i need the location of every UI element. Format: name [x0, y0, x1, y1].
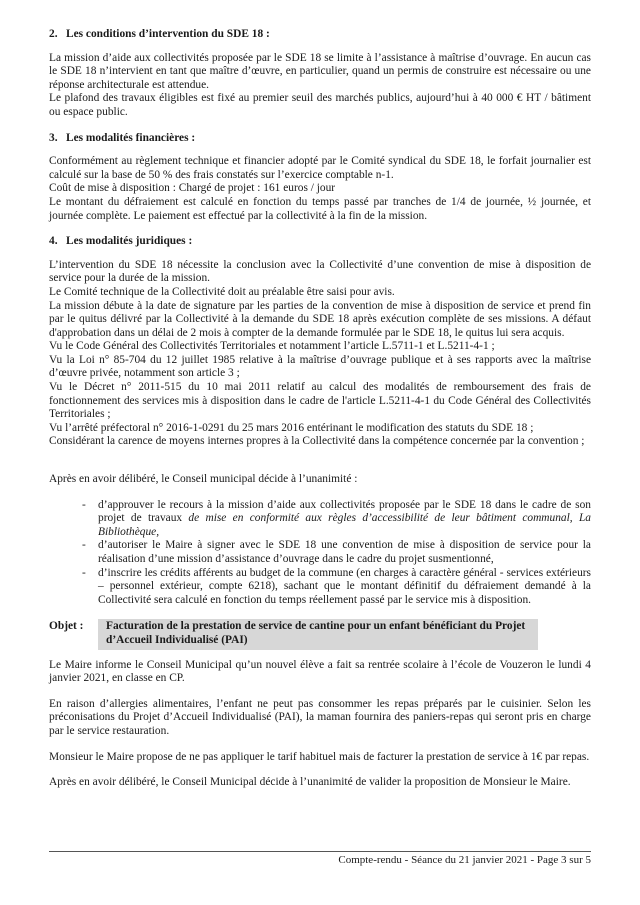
- section-number: 3.: [49, 131, 58, 144]
- dash-bullet: -: [82, 498, 86, 511]
- section-number: 4.: [49, 235, 58, 248]
- paragraph: Considérant la carence de moyens internes propres à la Collectivité dans la compétence concernée par la convention ;: [49, 435, 585, 448]
- objet-heading: [49, 619, 591, 649]
- section-3-heading: [49, 132, 591, 146]
- decision-item: [49, 567, 591, 608]
- paragraph: Le Maire informe le Conseil Municipal qu’un nouvel élève a fait sa rentrée scolaire à l’école de Vouzeron le lundi 4 janvier 2021, en classe en CP.: [49, 658, 591, 685]
- paragraph: Le Comité technique de la Collectivité doit au préalable être saisi pour avis.: [49, 285, 395, 298]
- paragraph: Vu le Code Général des Collectivités Territoriales et notamment l’article L.5711-1 et L.5211-4-1 ;: [49, 340, 495, 353]
- section-3-body: [49, 155, 591, 223]
- page-footer: Compte-rendu - Séance du 21 janvier 2021 - Page 3 sur 5: [338, 854, 591, 866]
- decision-text: d’autoriser le Maire à signer avec le SDE 18 une convention de mise à disposition de service pour la réalisation d’une mission d’assistance d’ouvrage dans le cadre du projet susmentionné,: [98, 539, 591, 565]
- objet-title: Facturation de la prestation de service de cantine pour un enfant bénéficiant du Projet d’Accueil Individualisé (PAI): [98, 619, 538, 649]
- footer-divider: [49, 851, 591, 852]
- decision-paragraph: Après en avoir délibéré, le Conseil Municipal décide à l’unanimité de valider la proposition de Monsieur le Maire.: [49, 776, 571, 789]
- paragraph: Vu l’arrêté préfectoral n° 2016-1-0291 du 25 mars 2016 entérinant le modification des statuts du SDE 18 ;: [49, 421, 534, 434]
- dash-bullet: -: [82, 539, 86, 552]
- section-number: 2.: [49, 28, 58, 40]
- decision-item: [49, 499, 591, 540]
- section-title: Les modalités juridiques :: [66, 235, 193, 248]
- objet-label: Objet :: [49, 620, 84, 633]
- decision-text: d’inscrire les crédits afférents au budget de la commune (en charges à caractère général - services extérieurs – personnel extérieur, compte 6218), sachant que le montant définitif du défraiement demandé à la Collectivité sera calculé en fonction du temps réellement passé par le service mis à disposition.: [98, 566, 591, 606]
- paragraph: Conformément au règlement technique et financier adopté par le Comité syndical du SDE 18, le forfait journalier est calculé sur la base de 50 % des frais constatés sur l’exercice comptable n-1.: [49, 155, 591, 181]
- section-2-heading: [49, 28, 591, 42]
- paragraph: L’intervention du SDE 18 nécessite la conclusion avec la Collectivité d’une convention de mise à disposition de service pour la durée de la mission.: [49, 258, 591, 285]
- decision-item: [49, 539, 591, 566]
- paragraph: Le plafond des travaux éligibles est fixé au premier seuil des marchés publics, aujourd’hui à 40 000 € HT / bâtiment ou espace public.: [49, 92, 591, 118]
- decision-text-italic: de mise en conformité aux règles d’accessibilité de leur bâtiment communal, La Bibliothèque,: [98, 512, 591, 538]
- dash-bullet: -: [82, 566, 86, 579]
- paragraph: Vu le Décret n° 2011-515 du 10 mai 2011 relatif au calcul des modalités de remboursement des frais de fonctionnement des services mis à disposition dans le cadre de l'article L.5211-4-1 du Code Général des Collectivités Territoriales ;: [49, 381, 591, 421]
- section-title: Les conditions d’intervention du SDE 18 :: [66, 28, 270, 40]
- paragraph: La mission d’aide aux collectivités proposée par le SDE 18 se limite à l’assistance à maîtrise d’ouvrage. En aucun cas le SDE 18 n’intervient en tant que maître d’œuvre, en particulier, quand un permis de construire est nécessaire ou une réponse architecturale est attendue.: [49, 51, 591, 91]
- section-4-heading: [49, 235, 591, 249]
- decision-text: d’approuver le recours à la mission d’aide aux collectivités proposée par le SDE 18 dans le cadre de son projet de travaux: [98, 498, 591, 525]
- paragraph: Monsieur le Maire propose de ne pas appliquer le tarif habituel mais de facturer la prestation de service à 1€ par repas.: [49, 750, 590, 763]
- paragraph: Vu la Loi n° 85-704 du 12 juillet 1985 relative à la maîtrise d’ouvrage publique et à ses rapports avec la maîtrise d’œuvre privée, notamment son article 3 ;: [49, 353, 591, 380]
- paragraph: Coût de mise à disposition : Chargé de projet : 161 euros / jour: [49, 182, 336, 195]
- decision-list: [49, 499, 591, 608]
- document-page: [49, 28, 591, 790]
- paragraph: En raison d’allergies alimentaires, l’enfant ne peut pas consommer les repas préparés par le cuisinier. Selon les préconisations du Projet d’Accueil Individualisé (PAI), la maman fournira des paniers-repas qui seront pris en charge par le service restauration.: [49, 697, 591, 737]
- section-2-body: [49, 52, 591, 120]
- section-4-body: [49, 259, 591, 449]
- decision-intro: Après en avoir délibéré, le Conseil municipal décide à l’unanimité :: [49, 473, 358, 486]
- paragraph: Le montant du défraiement est calculé en fonction du temps passé par tranches de 1/4 de journée, ½ journée, et journée complète. Le paiement est effectué par la collectivité à la fin de la mission.: [49, 195, 591, 222]
- section-title: Les modalités financières :: [66, 131, 196, 144]
- paragraph: La mission débute à la date de signature par les parties de la convention de mise à disposition de service et prend fin par le quitus délivré par la Collectivité à la demande du SDE 18 après exécution complète de ses missions. A défaut d'approbation dans un délai de 2 mois à compter de la demande formulée par le SDE 18, le quitus lui sera acquis.: [49, 299, 591, 339]
